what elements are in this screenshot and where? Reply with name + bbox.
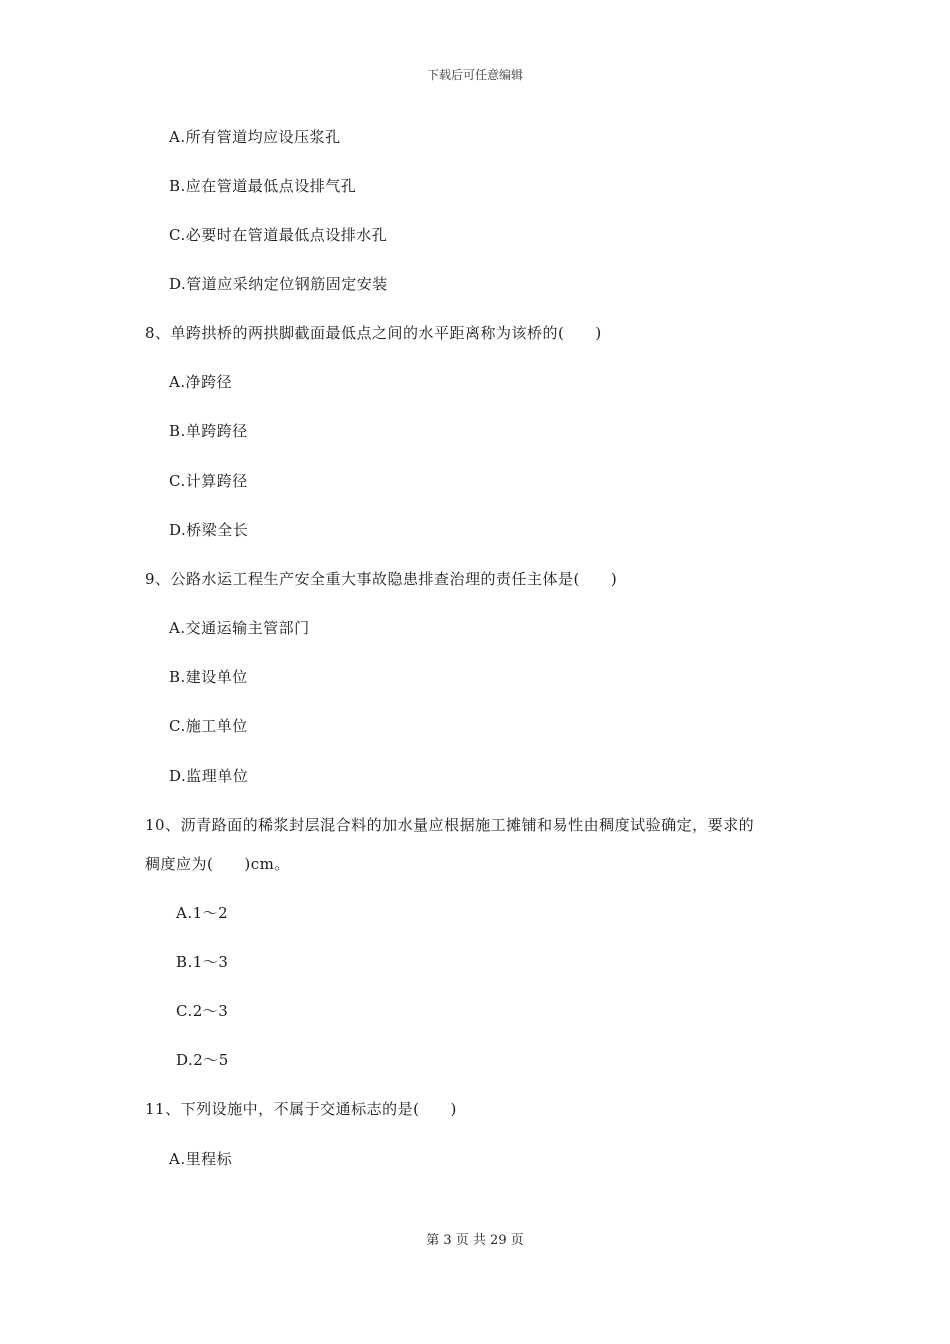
option-a: A.所有管道均应设压浆孔 (169, 128, 341, 146)
question-8-stem: 8、单跨拱桥的两拱脚截面最低点之间的水平距离称为该桥的( ) (145, 324, 602, 342)
question-8-option-a: A.净跨径 (169, 373, 233, 391)
question-10-option-d: D.2～5 (176, 1051, 229, 1069)
question-9-option-a: A.交通运输主管部门 (169, 619, 310, 637)
question-10-stem-line2: 稠度应为( )cm。 (145, 855, 290, 873)
question-9-stem: 9、公路水运工程生产安全重大事故隐患排查治理的责任主体是( ) (145, 570, 618, 588)
page-header: 下载后可任意编辑 (426, 68, 523, 82)
question-10-stem-line1: 10、沥青路面的稀浆封层混合料的加水量应根据施工摊铺和易性由稠度试验确定，要求的 (145, 816, 755, 834)
question-9-option-b: B.建设单位 (169, 668, 248, 686)
question-8-option-d: D.桥梁全长 (169, 521, 249, 539)
question-10-option-c: C.2～3 (176, 1002, 229, 1020)
question-9-option-c: C.施工单位 (169, 717, 248, 735)
question-9-option-d: D.监理单位 (169, 767, 249, 785)
question-11-stem: 11、下列设施中，不属于交通标志的是( ) (145, 1100, 457, 1118)
option-b: B.应在管道最低点设排气孔 (169, 177, 357, 195)
question-10-option-a: A.1～2 (176, 904, 229, 922)
question-8-option-c: C.计算跨径 (169, 472, 248, 490)
option-c: C.必要时在管道最低点设排水孔 (169, 226, 388, 244)
page-footer: 第 3 页 共 29 页 (426, 1233, 524, 1248)
question-10-option-b: B.1～3 (176, 953, 229, 971)
question-11-option-a: A.里程标 (169, 1150, 233, 1168)
option-d: D.管道应采纳定位钢筋固定安装 (169, 275, 388, 293)
question-8-option-b: B.单跨跨径 (169, 422, 248, 440)
